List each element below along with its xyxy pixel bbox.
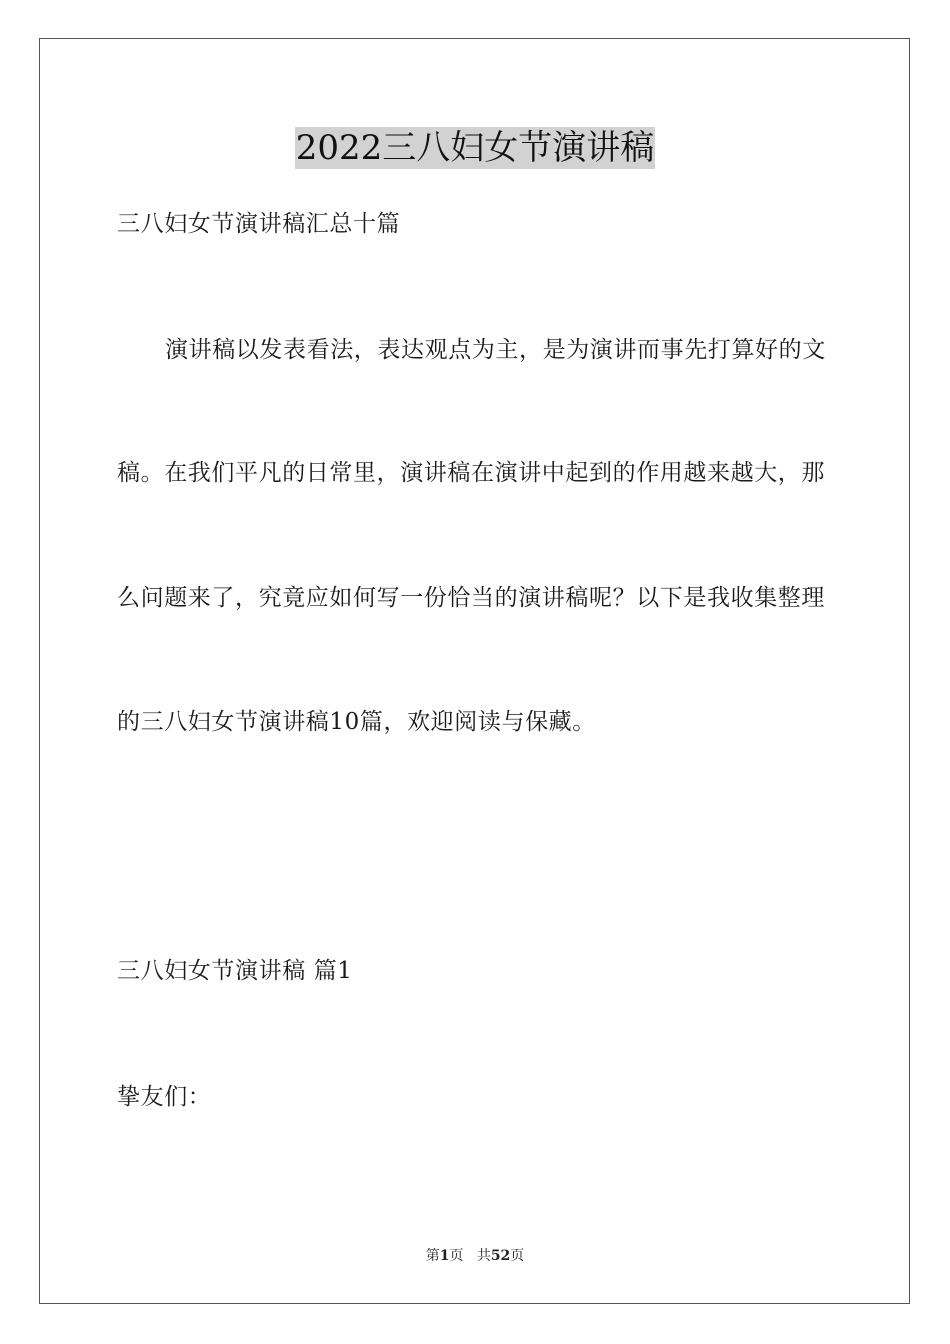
footer-total-prefix: 共 — [476, 1248, 491, 1264]
intro-line: 演讲稿以发表看法，表达观点为主，是为演讲而事先打算好的文 — [165, 337, 826, 363]
footer-page-number: 1 — [439, 1248, 450, 1264]
page-footer — [0, 1247, 950, 1265]
footer-page-suffix: 页 — [449, 1248, 464, 1264]
footer-total-suffix: 页 — [510, 1248, 525, 1264]
document-title: 2022三八妇女节演讲稿 — [295, 128, 655, 168]
document-subtitle: 三八妇女节演讲稿汇总十篇 — [117, 211, 401, 237]
intro-line: 的三八妇女节演讲稿10篇，欢迎阅读与保藏。 — [117, 709, 596, 735]
intro-line: 么问题来了，究竟应如何写一份恰当的演讲稿呢？以下是我收集整理 — [117, 585, 825, 611]
section-heading: 三八妇女节演讲稿 篇1 — [117, 958, 353, 984]
salutation: 挚友们： — [117, 1084, 212, 1110]
footer-total-pages: 52 — [490, 1248, 511, 1264]
intro-line: 稿。在我们平凡的日常里，演讲稿在演讲中起到的作用越来越大，那 — [117, 460, 825, 486]
title-container — [0, 127, 950, 169]
footer-page-prefix: 第 — [425, 1248, 440, 1264]
